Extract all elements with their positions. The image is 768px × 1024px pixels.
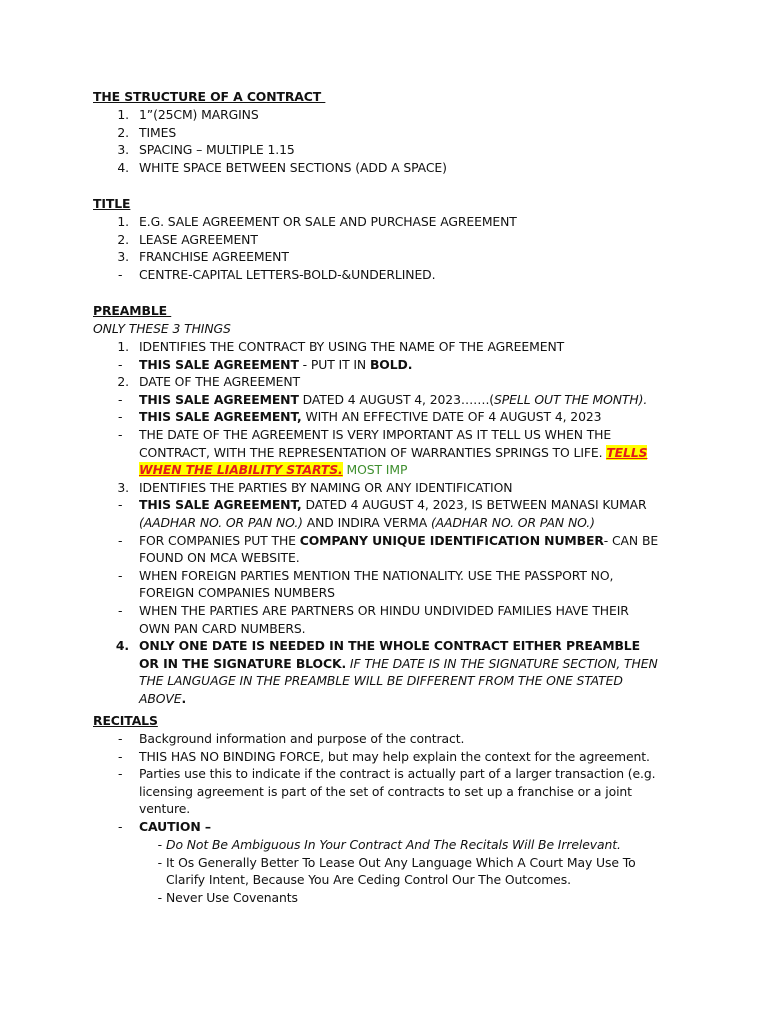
list-marker: - xyxy=(118,731,123,746)
list-marker: - xyxy=(118,818,123,834)
list-item xyxy=(0,748,768,766)
bold-text: COMPANY UNIQUE IDENTIFICATION NUMBER xyxy=(299,532,604,548)
list-item xyxy=(0,836,768,854)
list-text xyxy=(139,532,661,567)
bold-text: THIS SALE AGREEMENT, xyxy=(139,409,302,425)
list-item xyxy=(0,730,768,748)
list-marker: - xyxy=(118,748,123,764)
plain-text: - PUT IT IN xyxy=(298,356,370,372)
preamble-heading: PREAMBLE xyxy=(93,303,172,318)
list-text: WHEN THE PARTIES ARE PARTNERS OR HINDU UNDIVIDED FAMILIES HAVE THEIR OWN PAN CARD NUMBERS. xyxy=(139,602,629,636)
list-marker: - xyxy=(118,766,123,782)
list-marker: - xyxy=(118,602,123,618)
list-marker: 1. xyxy=(117,214,129,229)
list-item xyxy=(0,338,768,356)
list-item xyxy=(0,496,768,531)
list-item xyxy=(0,765,768,818)
list-item xyxy=(0,889,768,907)
bold-text: . xyxy=(181,690,187,706)
list-marker: 3. xyxy=(117,479,129,495)
list-marker: - xyxy=(118,356,123,372)
list-text xyxy=(139,426,661,479)
bold-text: THIS SALE AGREEMENT xyxy=(139,356,299,372)
list-item xyxy=(0,391,768,409)
list-text: WHITE SPACE BETWEEN SECTIONS (ADD A SPACE) xyxy=(139,159,447,175)
list-text: Background information and purpose of the contract. xyxy=(139,731,465,746)
plain-text: THE DATE OF THE AGREEMENT IS VERY IMPORTANT AS IT TELL US WHEN THE CONTRACT, WITH THE REPRESENTATION OF WARRANTIES SPRINGS TO LIFE. xyxy=(139,426,612,460)
highlighted-text: TELLS WHEN THE LIABILITY STARTS. xyxy=(139,444,648,478)
caution-list xyxy=(0,836,768,906)
list-text: WHEN FOREIGN PARTIES MENTION THE NATIONALITY. USE THE PASSPORT NO, FOREIGN COMPANIES NUMBERS xyxy=(139,567,614,601)
list-marker: 1. xyxy=(117,339,129,354)
list-marker: 4. xyxy=(117,159,129,175)
list-item xyxy=(0,373,768,391)
list-item xyxy=(0,854,768,889)
bold-text: ONLY ONE DATE IS NEEDED IN THE WHOLE CONTRACT EITHER PREAMBLE OR IN THE SIGNATURE BLOCK. xyxy=(139,638,640,671)
list-text: SPACING – MULTIPLE 1.15 xyxy=(139,142,295,158)
list-item xyxy=(0,426,768,479)
list-text xyxy=(139,637,661,707)
list-marker: - xyxy=(118,391,123,407)
green-note: MOST IMP xyxy=(342,462,408,478)
italic-text: (AADHAR NO. OR PAN NO.) xyxy=(430,514,595,530)
list-marker: 3. xyxy=(117,142,129,158)
list-item xyxy=(0,266,768,284)
list-text xyxy=(139,356,661,374)
list-item xyxy=(0,637,768,707)
bold-text: THIS SALE AGREEMENT xyxy=(139,391,299,407)
plain-text: WITH AN EFFECTIVE DATE OF 4 AUGUST 4, 2023 xyxy=(301,409,602,425)
recitals-heading: RECITALS xyxy=(93,713,158,728)
plain-text: DATED 4 AUGUST 4, 2023, IS BETWEEN MANASI KUMAR xyxy=(301,497,647,513)
list-marker: - xyxy=(157,837,162,852)
list-marker: 1. xyxy=(117,107,129,122)
list-item xyxy=(0,356,768,374)
list-item xyxy=(0,248,768,266)
list-marker: - xyxy=(118,497,123,513)
list-text: LEASE AGREEMENT xyxy=(139,231,258,247)
structure-heading: THE STRUCTURE OF A CONTRACT xyxy=(93,89,326,104)
list-item xyxy=(0,213,768,231)
recitals-list xyxy=(0,730,768,836)
list-text: CENTRE-CAPITAL LETTERS-BOLD-&UNDERLINED. xyxy=(139,266,436,282)
list-item xyxy=(0,479,768,497)
list-text xyxy=(139,408,661,426)
caution-label: CAUTION – xyxy=(139,818,211,834)
list-item xyxy=(0,532,768,567)
list-item xyxy=(0,124,768,142)
title-heading: TITLE xyxy=(93,196,131,211)
list-marker: 3. xyxy=(117,249,129,265)
list-marker: - xyxy=(118,409,123,425)
structure-list xyxy=(0,106,768,176)
list-marker: - xyxy=(118,426,123,442)
preamble-subheading: ONLY THESE 3 THINGS xyxy=(93,321,231,336)
list-text: Do Not Be Ambiguous In Your Contract And The Recitals Will Be Irrelevant. xyxy=(166,837,621,852)
title-list xyxy=(0,213,768,283)
list-text: 1”(25CM) MARGINS xyxy=(139,107,259,122)
bold-text: THIS SALE AGREEMENT, xyxy=(139,497,302,513)
list-marker: - xyxy=(157,889,162,905)
list-item xyxy=(0,567,768,602)
list-marker: 2. xyxy=(117,124,129,140)
list-marker: 2. xyxy=(117,374,129,390)
list-marker: - xyxy=(157,854,162,870)
list-text: Parties use this to indicate if the contract is actually part of a larger transaction (e.g. licensing agreement is part of the set of contracts to set up a franchise or a joint venture. xyxy=(139,766,656,817)
italic-text: (AADHAR NO. OR PAN NO.) xyxy=(139,514,303,530)
list-marker: 4. xyxy=(115,638,129,654)
plain-text: AND INDIRA VERMA xyxy=(302,514,431,530)
list-text: FRANCHISE AGREEMENT xyxy=(139,249,289,265)
list-text: It Os Generally Better To Lease Out Any Language Which A Court May Use To Clarify Intent, Because You Are Ceding Control Our The Outcomes. xyxy=(166,854,636,888)
list-item xyxy=(0,231,768,249)
list-text xyxy=(139,391,661,409)
list-text: IDENTIFIES THE PARTIES BY NAMING OR ANY IDENTIFICATION xyxy=(139,479,513,495)
list-marker: - xyxy=(118,567,123,583)
italic-text: SPELL OUT THE MONTH). xyxy=(494,391,648,407)
plain-text: DATED 4 AUGUST 4, 2023…….( xyxy=(298,391,495,407)
list-item xyxy=(0,141,768,159)
list-marker: - xyxy=(118,266,123,282)
list-text: THIS HAS NO BINDING FORCE, but may help explain the context for the agreement. xyxy=(139,748,650,764)
list-text: Never Use Covenants xyxy=(166,889,298,905)
list-item xyxy=(0,602,768,637)
list-item xyxy=(0,106,768,124)
list-text: IDENTIFIES THE CONTRACT BY USING THE NAME OF THE AGREEMENT xyxy=(139,339,565,354)
list-marker: 2. xyxy=(117,231,129,247)
plain-text: - CAN BE FOUND ON MCA WEBSITE. xyxy=(139,532,659,566)
list-item xyxy=(0,159,768,177)
plain-text: FOR COMPANIES PUT THE xyxy=(139,532,300,548)
list-marker: - xyxy=(118,532,123,548)
italic-text: IF THE DATE IS IN THE SIGNATURE SECTION, THEN THE LANGUAGE IN THE PREAMBLE WILL BE DIFFERENT FROM THE ONE STATED ABOVE xyxy=(139,655,658,706)
bold-text: BOLD. xyxy=(369,356,413,372)
preamble-list xyxy=(0,338,768,707)
list-text: DATE OF THE AGREEMENT xyxy=(139,374,301,390)
list-text: E.G. SALE AGREEMENT OR SALE AND PURCHASE AGREEMENT xyxy=(139,214,517,229)
list-text: TIMES xyxy=(139,124,177,140)
list-text xyxy=(139,496,661,531)
list-item xyxy=(0,818,768,836)
list-item xyxy=(0,408,768,426)
